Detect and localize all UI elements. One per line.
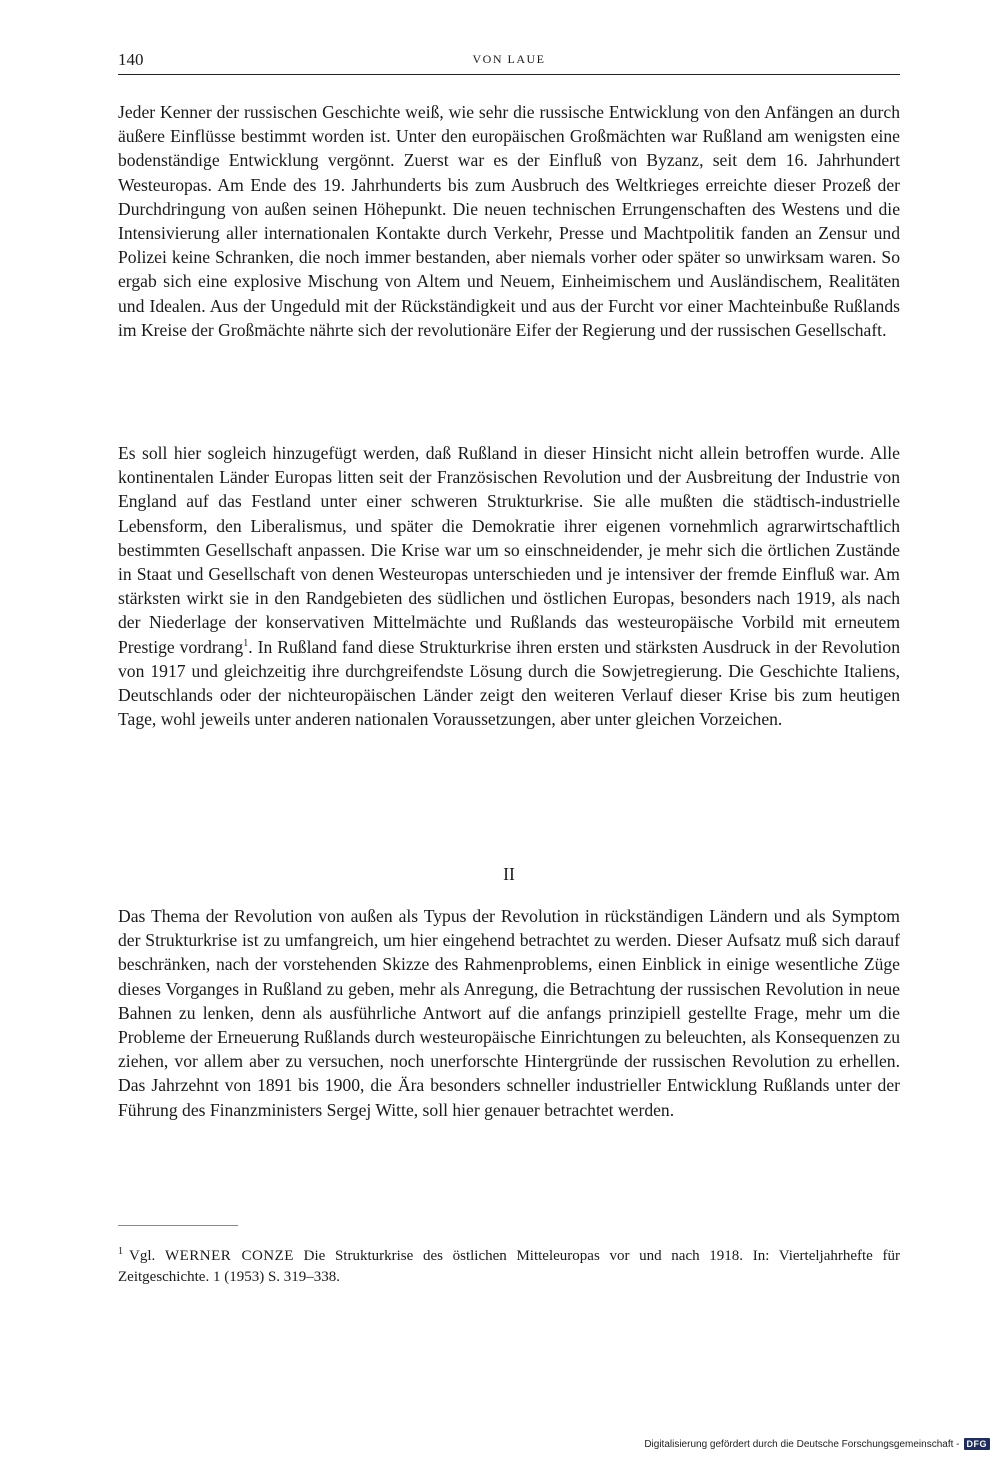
page-number: 140 [118, 50, 144, 69]
footnote [118, 1246, 900, 1287]
digitization-notice [644, 1438, 990, 1450]
footnote-reference[interactable]: 1 [243, 637, 249, 649]
footnote-number: 1 [118, 1246, 123, 1257]
section-heading: II [503, 864, 515, 884]
footnote-text: Die Strukturkrise des östlichen Mitteleuropas vor und nach 1918. In: Vierteljahrhefte für Zeitgeschichte. 1 (1953) S. 319–338. [118, 1248, 901, 1285]
body-paragraph-2-continuation: . In Rußland fand diese Strukturkrise ihren ersten und stärksten Ausdruck in der Revolution von 1917 und gleichzeitig ihre durchgreifendste Lösung durch die Sowjetregierung. Die Geschichte Italiens, Deutschlands oder der nichteuropäischen Länder zeigt den weiteren Verlauf dieser Krise bis zum heutigen Tage, wohl jeweils unter anderen nationalen Voraussetzungen, aber unter gleichen Vorzeichen. [118, 636, 900, 730]
body-paragraph-2 [118, 441, 900, 731]
digitization-text: Digitalisierung gefördert durch die Deutsche Forschungsgemeinschaft - [644, 1438, 960, 1450]
body-paragraph-3: Das Thema der Revolution von außen als Typus der Revolution in rückständigen Ländern und als Symptom der Strukturkrise ist zu umfangreich, um hier eingehend betrachtet zu werden. Dieser Aufsatz muß sich darauf beschränken, nach der vorstehenden Skizze des Rahmenproblems, einen Einblick in einige wesentliche Züge dieses Vorganges in Rußland zu geben, mehr als Anregung, die Betrachtung der russischen Revolution in neue Bahnen zu lenken, denn als ausführliche Antwort auf die anfangs prinzipiell gestellte Frage, mehr um die Probleme der Erneuerung Rußlands durch westeuropäische Einrichtungen zu beleuchten, als Konsequenzen zu ziehen, vor allem aber zu versuchen, noch unerforschte Hintergründe der russischen Revolution zu erhellen. Das Jahrzehnt von 1891 bis 1900, die Ära besonders schneller industrieller Entwicklung Rußlands unter der Führung des Finanzministers Sergej Witte, soll hier genauer betrachtet werden. [118, 906, 900, 1120]
footnote-author: WERNER CONZE [164, 1248, 294, 1264]
body-paragraph-1: Jeder Kenner der russischen Geschichte weiß, wie sehr die russische Entwicklung von den Anfängen an durch äußere Einflüsse bestimmt worden ist. Unter den europäischen Großmächten war Rußland am wenigsten eine bodenständige Entwicklung vergönnt. Zuerst war es der Einfluß von Byzanz, seit dem 16. Jahrhundert Westeuropas. Am Ende des 19. Jahrhunderts bis zum Ausbruch des Weltkrieges erreichte dieser Prozeß der Durchdringung von außen seinen Höhepunkt. Die neuen technischen Errungenschaften des Westens und die Intensivierung aller internationalen Kontakte durch Verkehr, Presse und Machtpolitik fanden an Zensur und Polizei keine Schranken, die noch immer bestanden, aber niemals vorher oder später so unwirksam waren. So ergab sich eine explosive Mischung von Altem und Neuem, Einheimischem und Ausländischem, Realitäten und Idealen. Aus der Ungeduld mit der Rückständigkeit und aus der Furcht vor einer Machteinbuße Rußlands im Kreise der Großmächte nährte sich der revolutionäre Eifer der Regierung und der russischen Gesellschaft. [118, 102, 900, 340]
footnote-separator [118, 1225, 238, 1226]
page-header [118, 48, 900, 75]
footnote-prefix: Vgl. [129, 1248, 156, 1264]
body-paragraph-2-text: Es soll hier sogleich hinzugefügt werden, daß Rußland in dieser Hinsicht nicht allein betroffen wurde. Alle kontinentalen Länder Europas litten seit der Französischen Revolution und der Ausbreitung der Industrie von England auf das Festland unter einer schweren Strukturkrise. Sie alle mußten die städtisch-industrielle Lebensform, den Liberalismus, und später die Demokratie ihrer eigenen vornehmlich agrarwirtschaftlich bestimmten Gesellschaft anpassen. Die Krise war um so einschneidender, je mehr sich die örtlichen Zustände in Staat und Gesellschaft von denen Westeuropas unterschieden und je intensiver der fremde Einfluß war. Am stärksten wirkt sie in den Randgebieten des südlichen und östlichen Europas, besonders nach 1919, als nach der Niederlage der konservativen Mittelmächte und Rußlands das westeuropäische Vorbild mit erneutem Prestige vordrang [118, 443, 900, 657]
running-head: VON LAUE [472, 52, 546, 66]
dfg-logo-icon[interactable]: DFG [964, 1438, 991, 1450]
